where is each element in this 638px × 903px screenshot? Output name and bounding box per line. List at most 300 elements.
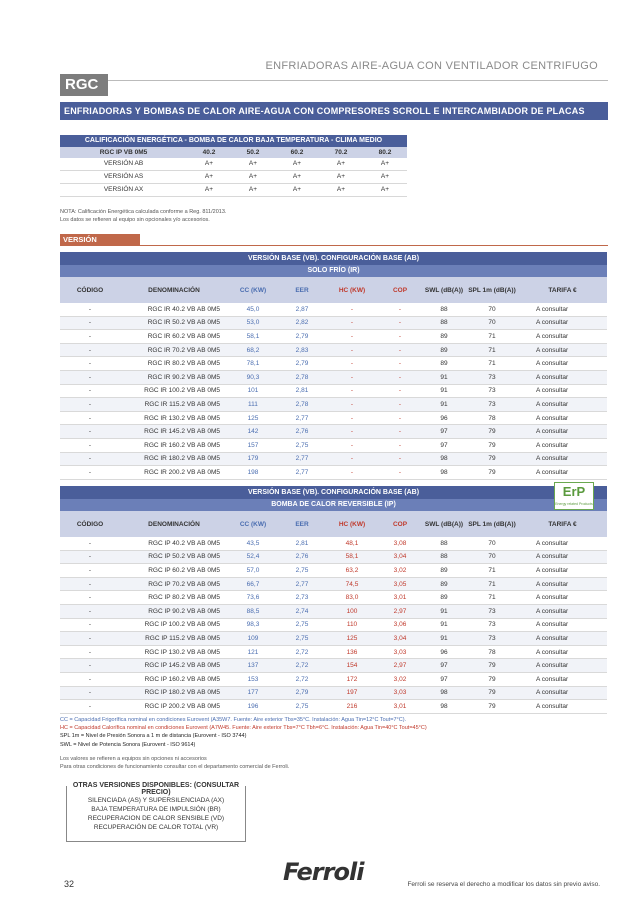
table-cell: -: [88, 332, 92, 340]
table-cell: 177: [247, 689, 259, 697]
table-cell: 91: [440, 607, 448, 615]
table-cell: 89: [440, 360, 448, 368]
table-cell: 83,0: [345, 594, 359, 602]
table-cell: 136: [346, 648, 358, 656]
table-cell: -: [88, 566, 92, 574]
table-row: [60, 330, 607, 344]
other-version-item: BAJA TEMPERATURA DE IMPULSIÓN (BR): [91, 806, 221, 813]
energy-cell: VERSIÓN AS: [103, 173, 144, 180]
legend-line: CC = Capacidad Frigorífica nominal en condiciones Eurovent (A35W7. Fuente: Aire exterior Tbs=35°C. Instalación: Agua Tin=12°C Tout=7°C).: [60, 717, 407, 723]
table-cell: 100: [346, 607, 358, 615]
table-cell: A consultar: [536, 305, 569, 313]
table-cell: RGC IP 130.2 VB AB 0M5: [144, 648, 220, 656]
table-cell: RGC IP 80.2 VB AB 0M5: [148, 594, 220, 602]
column-header: TARIFA €: [548, 286, 577, 294]
table-cell: -: [88, 414, 92, 422]
table-cell: A consultar: [536, 428, 569, 436]
table-cell: 2,81: [295, 387, 309, 395]
table-row: [60, 357, 607, 371]
table-cell: -: [350, 319, 354, 327]
table-cell: 172: [346, 675, 358, 683]
table-solo-frio: [60, 252, 607, 480]
table-cell: RGC IP 145.2 VB AB 0M5: [144, 662, 220, 670]
table-cell: 97: [440, 441, 448, 449]
table-cell: 2,72: [295, 648, 309, 656]
table-cell: -: [398, 373, 402, 381]
column-header: HC (KW): [338, 520, 366, 528]
energy-note: [60, 208, 226, 224]
table-cell: 88: [440, 539, 448, 547]
column-header: DENOMINACIÓN: [148, 520, 200, 528]
table-cell: -: [88, 634, 92, 642]
energy-cell: A+: [248, 186, 258, 193]
table-cell: A consultar: [536, 441, 569, 449]
table-cell: 3,06: [393, 621, 407, 629]
table-row: [60, 453, 607, 467]
table-cell: -: [350, 387, 354, 395]
table-cell: 125: [346, 634, 358, 642]
ferroli-logo: [283, 858, 363, 886]
table-cell: -: [88, 346, 92, 354]
table-row: [60, 646, 607, 660]
energy-cell: A+: [336, 173, 346, 180]
table-cell: -: [350, 332, 354, 340]
energy-cell: A+: [336, 186, 346, 193]
table-cell: 179: [247, 455, 259, 463]
table-cell: A consultar: [536, 360, 569, 368]
table-cell: -: [350, 441, 354, 449]
table-cell: 3,02: [393, 675, 407, 683]
energy-cell: A+: [248, 160, 258, 167]
table-cell: -: [88, 702, 92, 710]
table-cell: 73: [488, 621, 496, 629]
table-cell: -: [350, 346, 354, 354]
table-cell: -: [88, 387, 92, 395]
table-cell: 91: [440, 634, 448, 642]
table-row: [60, 605, 607, 619]
table-row: [60, 564, 607, 578]
table-cell: RGC IP 50.2 VB AB 0M5: [148, 553, 220, 561]
table-row: [60, 466, 607, 480]
table-cell: A consultar: [536, 580, 569, 588]
other-version-item: RECUPERACION DE CALOR SENSIBLE (VD): [87, 815, 225, 822]
legend-line: HC = Capacidad Calorífica nominal en condiciones Eurovent (A7W45. Fuente: Aire exterior Tbs=7°C Tbh=6°C. Instalación: Agua Tin=40°C Tout=45°C): [60, 725, 427, 732]
table-cell: -: [398, 455, 402, 463]
table-cell: 45,0: [246, 305, 260, 313]
table-cell: 2,75: [295, 566, 309, 574]
table-cell: -: [88, 607, 92, 615]
energy-header-cell: 40.2: [202, 149, 216, 156]
table-cell: 2,81: [295, 539, 309, 547]
table-cell: 197: [346, 689, 358, 697]
table-cell: 70: [488, 539, 496, 547]
table-cell: A consultar: [536, 387, 569, 395]
table-cell: A consultar: [536, 634, 569, 642]
table-cell: 2,79: [295, 689, 309, 697]
table-cell: -: [88, 675, 92, 683]
table-cell: 98: [440, 702, 448, 710]
table-row: [60, 344, 607, 358]
logo-text: Ferroli: [283, 858, 364, 886]
table-row: [60, 412, 607, 426]
table-cell: -: [88, 580, 92, 588]
table-cell: 110: [346, 621, 358, 629]
table-cell: RGC IR 200.2 VB AB 0M5: [144, 468, 220, 476]
other-versions-title: OTRAS VERSIONES DISPONIBLES: (CONSULTAR PRECIO): [67, 782, 245, 796]
table-cell: 153: [247, 675, 259, 683]
table-cell: 2,77: [295, 414, 309, 422]
column-header: CC (KW): [239, 520, 267, 528]
table-row: [60, 632, 607, 646]
table-cell: -: [88, 428, 92, 436]
table-cell: 88,5: [246, 607, 260, 615]
table-cell: -: [398, 468, 402, 476]
table-cell: 79: [488, 428, 496, 436]
table-cell: -: [88, 305, 92, 313]
table-cell: 2,76: [295, 428, 309, 436]
table-cell: 2,78: [295, 373, 309, 381]
table-cell: -: [88, 662, 92, 670]
column-header: EER: [295, 520, 309, 528]
table-cell: -: [398, 400, 402, 408]
energy-table-row: [60, 158, 407, 171]
table-cell: RGC IR 145.2 VB AB 0M5: [144, 428, 220, 436]
table-cell: 3,05: [393, 580, 407, 588]
energy-cell: A+: [248, 173, 258, 180]
column-header: CÓDIGO: [76, 286, 104, 294]
table-cell: -: [88, 319, 92, 327]
table-cell: A consultar: [536, 621, 569, 629]
table-cell: RGC IR 160.2 VB AB 0M5: [144, 441, 220, 449]
table-cell: 97: [440, 675, 448, 683]
column-header: HC (KW): [338, 286, 366, 294]
legend: [60, 716, 427, 771]
column-header: SWL (dB(A)): [424, 286, 464, 294]
header-divider: [60, 80, 608, 81]
table-cell: 57,0: [246, 566, 260, 574]
energy-cell: A+: [204, 160, 214, 167]
table-row: [60, 425, 607, 439]
energy-header-cell: 60.2: [290, 149, 304, 156]
table-subtitle: SOLO FRÍO (IR): [60, 265, 607, 277]
table-cell: -: [88, 360, 92, 368]
table-cell: 58,1: [246, 332, 260, 340]
table-cell: -: [350, 360, 354, 368]
table-cell: -: [398, 346, 402, 354]
table-cell: 98: [440, 455, 448, 463]
table-cell: 2,72: [295, 662, 309, 670]
table-cell: 2,79: [295, 360, 309, 368]
table-cell: RGC IR 115.2 VB AB 0M5: [144, 400, 220, 408]
table-cell: 79: [488, 468, 496, 476]
table-cell: 2,82: [295, 319, 309, 327]
table-cell: 70: [488, 319, 496, 327]
table-cell: RGC IR 90.2 VB AB 0M5: [147, 373, 220, 381]
version-standard-divider: [60, 245, 608, 246]
table-cell: 157: [247, 441, 259, 449]
table-cell: 79: [488, 689, 496, 697]
table-cell: 98,3: [246, 621, 260, 629]
table-cell: RGC IR 100.2 VB AB 0M5: [144, 387, 220, 395]
column-header: SPL 1m (dB(A)): [468, 286, 516, 294]
table-cell: RGC IP 40.2 VB AB 0M5: [148, 539, 220, 547]
table-cell: 2,78: [295, 400, 309, 408]
table-cell: RGC IP 200.2 VB AB 0M5: [144, 702, 220, 710]
energy-header-cell: 50.2: [246, 149, 260, 156]
table-cell: RGC IP 115.2 VB AB 0M5: [145, 634, 220, 642]
table-cell: RGC IP 180.2 VB AB 0M5: [144, 689, 220, 697]
table-cell: 98: [440, 468, 448, 476]
table-cell: RGC IR 80.2 VB AB 0M5: [147, 360, 220, 368]
table-cell: -: [350, 414, 354, 422]
table-cell: 154: [346, 662, 358, 670]
column-header: SPL 1m (dB(A)): [468, 520, 516, 528]
table-cell: 2,72: [295, 675, 309, 683]
table-cell: 43,5: [246, 539, 260, 547]
table-cell: -: [350, 400, 354, 408]
table-cell: 91: [440, 400, 448, 408]
table-cell: 3,03: [393, 648, 407, 656]
column-header: TARIFA €: [548, 520, 577, 528]
table-cell: 125: [247, 414, 259, 422]
table-cell: -: [398, 414, 402, 422]
table-cell: 198: [247, 468, 259, 476]
table-cell: -: [88, 553, 92, 561]
energy-cell: A+: [336, 160, 346, 167]
table-cell: A consultar: [536, 566, 569, 574]
table-cell: -: [398, 319, 402, 327]
table-cell: -: [398, 305, 402, 313]
table-header: [60, 511, 607, 537]
table-cell: 79: [488, 675, 496, 683]
table-cell: 68,2: [246, 346, 260, 354]
table-cell: -: [398, 441, 402, 449]
table-cell: 78: [488, 648, 496, 656]
table-cell: A consultar: [536, 400, 569, 408]
table-cell: 71: [488, 346, 496, 354]
table-cell: 2,87: [295, 305, 309, 313]
table-cell: 97: [440, 662, 448, 670]
section-title-bar: ENFRIADORAS Y BOMBAS DE CALOR AIRE-AGUA CON COMPRESORES SCROLL E INTERCAMBIADOR DE PLACAS: [60, 102, 608, 120]
energy-note-line: NOTA: Calificación Energética calculada conforme a Reg. 811/2013.: [60, 209, 227, 215]
table-cell: 111: [248, 400, 258, 408]
table-cell: A consultar: [536, 346, 569, 354]
table-cell: -: [88, 539, 92, 547]
table-cell: 53,0: [246, 319, 260, 327]
column-header: COP: [392, 520, 408, 528]
table-cell: 2,77: [295, 468, 309, 476]
table-cell: A consultar: [536, 648, 569, 656]
column-header: CC (KW): [239, 286, 267, 294]
energy-cell: A+: [380, 173, 390, 180]
table-cell: 142: [247, 428, 259, 436]
table-cell: 2,79: [295, 332, 309, 340]
table-cell: -: [88, 648, 92, 656]
energy-table-row: [60, 184, 407, 197]
table-cell: 2,77: [295, 580, 309, 588]
table-cell: 2,75: [295, 621, 309, 629]
table-cell: 89: [440, 580, 448, 588]
table-cell: 3,04: [393, 634, 407, 642]
table-row: [60, 398, 607, 412]
table-title: VERSIÓN BASE (VB). CONFIGURACIÓN BASE (AB): [60, 486, 607, 499]
table-cell: -: [88, 594, 92, 602]
energy-cell: A+: [292, 160, 302, 167]
table-cell: -: [88, 441, 92, 449]
table-cell: 2,83: [295, 346, 309, 354]
table-cell: 196: [247, 702, 259, 710]
table-cell: 2,76: [295, 553, 309, 561]
table-row: [60, 659, 607, 673]
table-cell: 109: [247, 634, 259, 642]
table-cell: -: [88, 689, 92, 697]
table-cell: 71: [488, 580, 496, 588]
table-cell: -: [88, 373, 92, 381]
table-cell: A consultar: [536, 662, 569, 670]
erp-logo-subtext: Energy related Products: [555, 502, 593, 506]
table-cell: RGC IP 160.2 VB AB 0M5: [144, 675, 220, 683]
table-cell: 98: [440, 689, 448, 697]
energy-cell: A+: [292, 186, 302, 193]
table-row: [60, 578, 607, 592]
table-cell: A consultar: [536, 553, 569, 561]
table-cell: -: [398, 332, 402, 340]
table-row: [60, 317, 607, 331]
table-cell: 96: [440, 648, 448, 656]
table-cell: 2,73: [295, 594, 309, 602]
table-cell: 121: [247, 648, 259, 656]
table-cell: A consultar: [536, 319, 569, 327]
energy-table-row: [60, 171, 407, 184]
table-cell: RGC IR 130.2 VB AB 0M5: [144, 414, 220, 422]
table-cell: -: [88, 400, 92, 408]
table-cell: RGC IP 90.2 VB AB 0M5: [148, 607, 220, 615]
energy-cell: A+: [292, 173, 302, 180]
legend-line: SPL 1m = Nivel de Presión Sonora a 1 m de distancia (Eurovent - ISO 3744): [60, 733, 247, 740]
column-header: CÓDIGO: [76, 520, 104, 528]
column-header: EER: [295, 286, 309, 294]
table-cell: A consultar: [536, 468, 569, 476]
table-cell: 3,01: [393, 594, 407, 602]
table-cell: 78,1: [246, 360, 260, 368]
table-cell: A consultar: [536, 332, 569, 340]
table-cell: RGC IR 40.2 VB AB 0M5: [147, 305, 220, 313]
table-cell: 73: [488, 400, 496, 408]
table-cell: 2,77: [295, 455, 309, 463]
table-header: [60, 277, 607, 303]
table-cell: A consultar: [536, 455, 569, 463]
table-cell: 52,4: [246, 553, 260, 561]
table-cell: A consultar: [536, 675, 569, 683]
table-cell: 71: [488, 332, 496, 340]
table-cell: A consultar: [536, 594, 569, 602]
table-cell: RGC IP 60.2 VB AB 0M5: [148, 566, 220, 574]
energy-cell: VERSIÓN AB: [103, 160, 144, 167]
table-cell: 2,75: [295, 441, 309, 449]
table-cell: 73,6: [246, 594, 260, 602]
table-row: [60, 687, 607, 701]
energy-header-cell: 70.2: [334, 149, 348, 156]
table-cell: -: [88, 621, 92, 629]
erp-logo-text: ErP: [562, 484, 586, 499]
table-cell: -: [398, 387, 402, 395]
table-cell: 71: [488, 594, 496, 602]
table-cell: 2,75: [295, 634, 309, 642]
column-header: SWL (dB(A)): [424, 520, 464, 528]
table-cell: 3,02: [393, 566, 407, 574]
table-cell: RGC IR 50.2 VB AB 0M5: [147, 319, 220, 327]
page-header-title: ENFRIADORAS AIRE-AGUA CON VENTILADOR CENTRIFUGO: [265, 60, 598, 72]
table-cell: 91: [440, 621, 448, 629]
table-cell: 71: [488, 360, 496, 368]
energy-cell: A+: [380, 160, 390, 167]
table-row: [60, 385, 607, 399]
table-cell: -: [398, 428, 402, 436]
table-row: [60, 700, 607, 714]
erp-logo: [554, 482, 594, 510]
table-cell: 73: [488, 634, 496, 642]
table-cell: 91: [440, 373, 448, 381]
table-cell: 73: [488, 373, 496, 381]
table-cell: 71: [488, 566, 496, 574]
table-cell: 216: [346, 702, 358, 710]
table-cell: 48,1: [345, 539, 359, 547]
table-cell: -: [398, 360, 402, 368]
energy-rating-table: [60, 135, 407, 197]
energy-cell: VERSIÓN AX: [103, 186, 144, 193]
table-cell: 79: [488, 702, 496, 710]
table-cell: RGC IR 60.2 VB AB 0M5: [147, 332, 220, 340]
energy-table-header: [60, 147, 407, 158]
table-cell: 90,3: [246, 373, 260, 381]
table-cell: -: [350, 468, 354, 476]
table-cell: A consultar: [536, 689, 569, 697]
table-cell: 58,1: [345, 553, 359, 561]
table-cell: A consultar: [536, 539, 569, 547]
table-cell: -: [350, 305, 354, 313]
table-row: [60, 371, 607, 385]
legend-line: Los valores se refieren a equipos sin opciones ni accesorios: [60, 755, 207, 762]
table-cell: RGC IP 70.2 VB AB 0M5: [148, 580, 220, 588]
table-cell: RGC IP 100.2 VB AB 0M5: [144, 621, 220, 629]
other-version-item: SILENCIADA (AS) Y SUPERSILENCIADA (AX): [87, 797, 225, 804]
table-cell: 96: [440, 414, 448, 422]
table-cell: 3,04: [393, 553, 407, 561]
table-cell: 89: [440, 566, 448, 574]
table-cell: -: [350, 373, 354, 381]
footer-note: Ferroli se reserva el derecho a modificar los datos sin previo aviso.: [407, 881, 600, 888]
table-cell: 2,97: [393, 607, 407, 615]
table-cell: 88: [440, 553, 448, 561]
table-row: [60, 619, 607, 633]
table-cell: 74,5: [345, 580, 359, 588]
table-cell: 101: [247, 387, 259, 395]
legend-line: SWL = Nivel de Potencia Sonora (Eurovent - ISO 9614): [60, 741, 196, 748]
table-cell: -: [350, 455, 354, 463]
table-cell: 2,75: [295, 702, 309, 710]
table-cell: 73: [488, 607, 496, 615]
page-number: 32: [64, 879, 75, 889]
table-cell: 3,03: [393, 689, 407, 697]
table-cell: 79: [488, 455, 496, 463]
table-row: [60, 537, 607, 551]
table-cell: A consultar: [536, 702, 569, 710]
table-cell: 3,08: [393, 539, 407, 547]
table-cell: 89: [440, 332, 448, 340]
table-title: VERSIÓN BASE (VB). CONFIGURACIÓN BASE (AB): [60, 252, 607, 265]
table-cell: 70: [488, 305, 496, 313]
table-cell: 137: [247, 662, 259, 670]
